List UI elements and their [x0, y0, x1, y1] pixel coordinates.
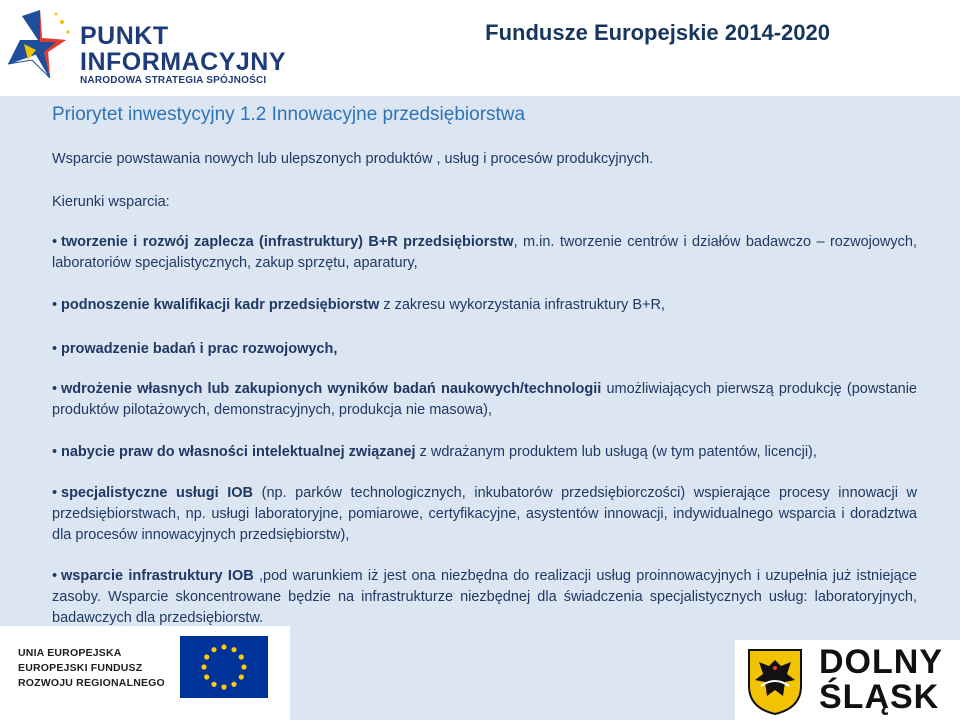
item-text: (np. parków technologicznych, inkubatorów przedsiębiorczości) wspierające procesy innowacji w przedsiębiorstwach, np. usługi laboratoryjne, pomiarowe, certyfikacyjne, asystentów innowacji, indywidualnego wsparcia i doradztwa dla procesów innowacyjnych przedsiębiorstw),: [52, 485, 918, 543]
item-lead: tworzenie i rozwój zaplecza (infrastruktury) B+R przedsiębiorstw: [61, 234, 514, 250]
list-item: [52, 339, 917, 360]
list-item: [52, 483, 917, 546]
list-item: [52, 295, 917, 316]
item-text: ,pod warunkiem iż jest ona niezbędna do realizacji usług proinnowacyjnych i uzupełnia już istniejące zasoby. Wsparcie skoncentrowane będzie na infrastrukturze niezbędnej dla świadczenia specjalistycznych usług: laboratoryjnych, badawczych dla przedsiębiorstw.: [52, 568, 917, 626]
bullet-icon: •: [52, 485, 58, 501]
bullet-icon: •: [52, 444, 58, 460]
item-lead: specjalistyczne usługi IOB: [61, 485, 254, 501]
directions-label: Kierunki wsparcia:: [52, 194, 170, 210]
eu-logo-line-3: ROZWOJU REGIONALNEGO: [18, 677, 165, 689]
bullet-icon: •: [52, 297, 58, 313]
header-title: Fundusze Europejskie 2014-2020: [485, 20, 830, 45]
item-lead: podnoszenie kwalifikacji kadr przedsiębiorstw: [61, 297, 380, 313]
bullet-icon: •: [52, 341, 58, 357]
item-lead: prowadzenie badań i prac rozwojowych,: [61, 341, 338, 357]
region-name-line-2: ŚLĄSK: [819, 678, 940, 716]
eu-logo: [0, 626, 290, 720]
item-text: z wdrażanym produktem lub usługą (w tym patentów, licencji),: [415, 444, 817, 460]
eu-flag-icon: [180, 636, 268, 698]
item-text: z zakresu wykorzystania infrastruktury B+R,: [379, 297, 665, 313]
punkt-informacyjny-logo: [6, 4, 287, 92]
list-item: [52, 232, 917, 274]
dolny-slask-logo: [735, 640, 960, 720]
header-bar: [0, 0, 960, 96]
item-lead: nabycie praw do własności intelektualnej związanej: [61, 444, 416, 460]
bullet-icon: •: [52, 568, 58, 584]
list-item: [52, 566, 917, 629]
item-lead: wdrożenie własnych lub zakupionych wyników badań naukowych/technologii: [61, 381, 602, 397]
list-item: [52, 442, 917, 463]
page-title: Priorytet inwestycyjny 1.2 Innowacyjne przedsiębiorstwa: [52, 104, 526, 125]
star-logo-icon: [6, 4, 76, 92]
list-item: [52, 379, 917, 421]
logo-line-1: PUNKT: [80, 22, 169, 50]
region-name-line-1: DOLNY: [819, 643, 943, 681]
eu-logo-line-2: EUROPEJSKI FUNDUSZ: [18, 662, 143, 674]
item-text: , m.in. tworzenie centrów i działów badawczo – rozwojowych, laboratoriów specjalistycznych, zakup sprzętu, aparatury,: [52, 234, 917, 271]
item-text: umożliwiających pierwszą produkcję (powstanie produktów pilotażowych, demonstracyjnych, produkcja nie masowa),: [52, 381, 917, 418]
logo-line-3: NARODOWA STRATEGIA SPÓJNOŚCI: [80, 75, 267, 86]
item-lead: wsparcie infrastruktury IOB: [61, 568, 254, 584]
bullet-icon: •: [52, 381, 58, 397]
eu-logo-line-1: UNIA EUROPEJSKA: [18, 647, 122, 659]
subtitle: Wsparcie powstawania nowych lub ulepszonych produktów , usług i procesów produkcyjnych.: [52, 151, 654, 167]
eagle-crest-icon: [745, 646, 805, 716]
bullet-icon: •: [52, 234, 58, 250]
logo-line-2: INFORMACYJNY: [80, 48, 287, 76]
